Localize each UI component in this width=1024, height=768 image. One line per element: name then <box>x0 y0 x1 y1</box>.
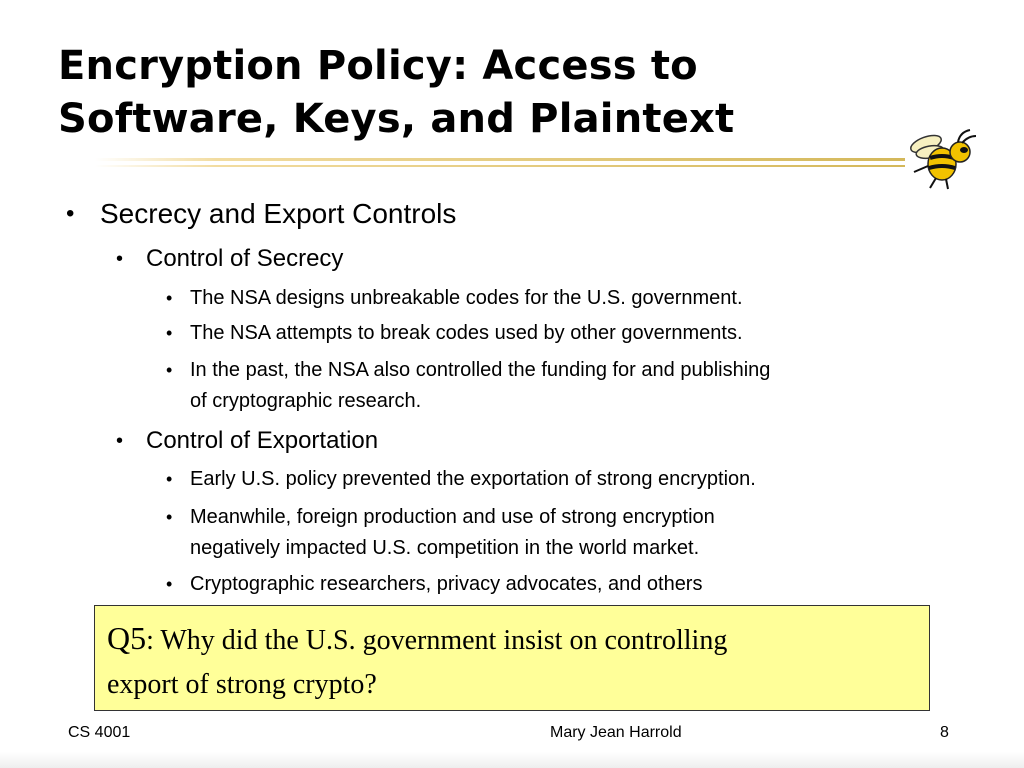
bullet-text-continuation: of cryptographic research. <box>190 390 422 412</box>
bullet-l3-item <box>166 464 950 495</box>
question-text-continuation: export of strong crypto? <box>107 669 377 700</box>
bullet-l3-item <box>166 502 950 564</box>
bullet-dot: • <box>116 248 124 270</box>
bullet-text: The NSA designs unbreakable codes for the U.S. government. <box>190 287 743 309</box>
question-callout <box>94 605 930 711</box>
bullet-text: The NSA attempts to break codes used by other governments. <box>190 322 743 344</box>
title-rule-top <box>95 158 905 161</box>
bullet-l2-control-of-secrecy <box>116 244 344 274</box>
bullet-l2-control-of-exportation <box>116 426 379 456</box>
footer-page-number: 8 <box>940 724 949 741</box>
bullet-text: In the past, the NSA also controlled the funding for and publishing <box>190 359 771 381</box>
bullet-text-continuation: negatively impacted U.S. competition in the world market. <box>190 537 700 559</box>
title-line-2: Software, Keys, and Plaintext <box>58 96 735 142</box>
yellow-jacket-mascot-icon <box>904 128 980 190</box>
bullet-dot: • <box>166 323 173 343</box>
bullet-dot: • <box>116 430 124 452</box>
bullet-dot: • <box>166 360 173 380</box>
bullet-l3-item <box>166 283 950 314</box>
bullet-l3-item <box>166 355 950 417</box>
bullet-text: Secrecy and Export Controls <box>100 198 457 229</box>
bullet-dot: • <box>166 288 173 308</box>
question-text: : Why did the U.S. government insist on controlling <box>146 625 728 656</box>
bottom-band <box>0 752 1024 768</box>
bullet-l1-secrecy-export <box>66 197 457 231</box>
bullet-l3-item <box>166 318 950 349</box>
title-line-1: Encryption Policy: Access to <box>58 43 698 89</box>
bullet-text: Cryptographic researchers, privacy advocates, and others <box>190 573 703 595</box>
bullet-text: Early U.S. policy prevented the exportation of strong encryption. <box>190 468 756 490</box>
footer-author: Mary Jean Harrold <box>550 724 682 741</box>
bullet-dot: • <box>166 574 173 594</box>
question-label: Q5 <box>107 620 147 656</box>
bullet-text: Meanwhile, foreign production and use of strong encryption <box>190 506 715 528</box>
bullet-text: Control of Exportation <box>146 427 379 454</box>
bullet-l3-item <box>166 569 950 600</box>
bullet-dot: • <box>166 507 173 527</box>
footer-course: CS 4001 <box>68 724 131 741</box>
title-rule-bottom <box>95 165 905 167</box>
bullet-dot: • <box>66 200 75 227</box>
slide-title <box>58 40 918 146</box>
bullet-text: Control of Secrecy <box>146 245 344 272</box>
bullet-dot: • <box>166 469 173 489</box>
